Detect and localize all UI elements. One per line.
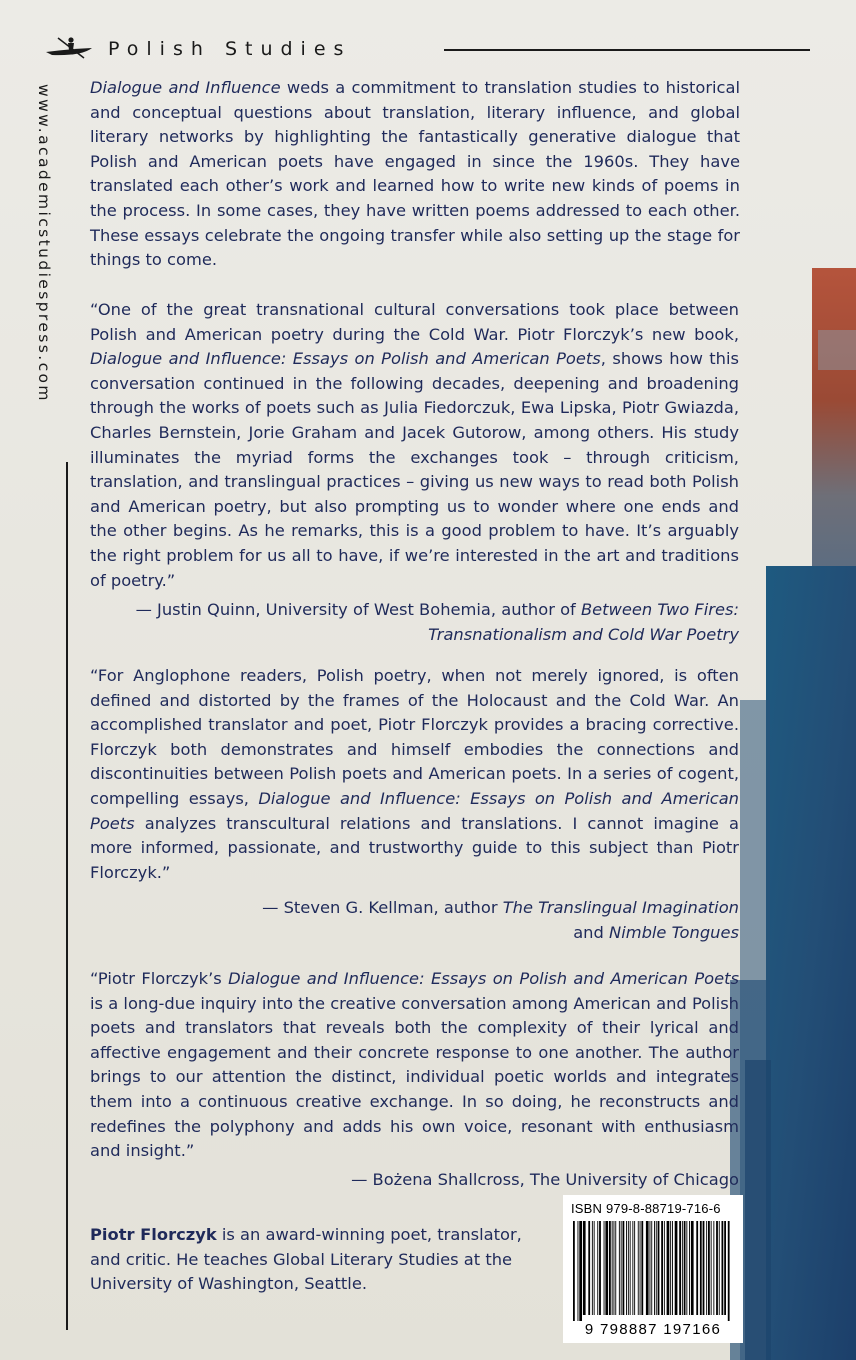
barcode-bar	[724, 1221, 726, 1315]
barcode-bar	[672, 1221, 673, 1315]
barcode-bar	[667, 1221, 670, 1315]
quote-text: “For Anglophone readers, Polish poetry, when not merely ignored, is often defined and distorted by the frames of the Holocaust and the Cold War. An accomplished translator and poet, Piotr Florczyk provides a bracing corrective. Florczyk both demonstrates and himself embodies the connections and discontinuities between Polish poets and American poets. In a series of cogent, compelling essays,	[90, 666, 739, 808]
barcode-bar	[597, 1221, 598, 1315]
barcode-bar	[703, 1221, 705, 1315]
barcode-bar	[661, 1221, 663, 1315]
quote-book-title: Dialogue and Influence: Essays on Polish and American Poets	[90, 349, 601, 369]
series-header	[40, 36, 810, 64]
attribution-text: — Steven G. Kellman, author	[262, 898, 503, 917]
book-title: Dialogue and Influence	[90, 78, 281, 97]
attribution-text: — Justin Quinn, University of West Bohemia, author of	[135, 600, 581, 619]
attribution-book-title: Nimble Tongues	[609, 922, 739, 942]
barcode-bar	[658, 1221, 660, 1315]
review-quote	[90, 967, 739, 1164]
barcode-bar	[696, 1221, 698, 1315]
barcode-bar	[614, 1221, 615, 1315]
header-divider	[444, 49, 810, 51]
attribution-book-title: Between Two Fires: Transnationalism and Cold War Poetry	[428, 600, 739, 644]
book-description	[90, 76, 740, 273]
bio-text: is an award-winning poet, translator, and critic. He teaches Global Literary Studies at the University of Washington, Seattle.	[90, 1225, 522, 1294]
barcode-bar	[682, 1221, 683, 1315]
barcode-bar	[626, 1221, 627, 1315]
isbn-barcode-box	[563, 1195, 743, 1343]
website-url-text: www.academicstudiespress.com	[35, 84, 53, 403]
barcode-bar	[594, 1221, 595, 1315]
barcode-bar	[656, 1221, 657, 1315]
series-title: Polish Studies	[108, 38, 352, 60]
barcode-bar	[670, 1221, 671, 1315]
barcode-bar	[679, 1221, 681, 1315]
barcode-bar	[684, 1221, 686, 1315]
quote-text: analyzes transcultural relations and translations. I cannot imagine a more informed, passionate, and trustworthy guide to this subject than Piotr Florczyk.”	[90, 813, 739, 882]
barcode-bar	[700, 1221, 702, 1315]
quote-text: “Piotr Florczyk’s	[90, 969, 229, 988]
barcode-bar	[728, 1221, 730, 1321]
side-divider	[66, 462, 68, 1330]
barcode-bar	[623, 1221, 625, 1315]
website-url[interactable]	[30, 84, 60, 434]
barcode-bar	[640, 1221, 641, 1315]
barcode-bar	[605, 1221, 608, 1315]
quote-text: , shows how this conversation continued in the following decades, deepening and broadening through the works of poets such as Julia Fiedorczuk, Ewa Lipska, Piotr Gwiazda, Charles Bernstein, Jorie Graham and Jacek Gutorow, among others. His study illuminates the myriad forms the exchanges took – through criticism, translation, and translingual practices – giving us new ways to read both Polish and American poetry, but also prompting us to wonder where one ends and the other begins. As he remarks, this is a good problem to have. It’s arguably the right problem for us all to have, if we’re interested in the art and traditions of poetry.”	[90, 349, 739, 590]
barcode-bar	[578, 1221, 579, 1321]
barcode-bar	[646, 1221, 649, 1315]
barcode-bar	[651, 1221, 652, 1315]
kayak-paddler-icon	[44, 36, 94, 64]
barcode-bar	[573, 1221, 575, 1321]
quote-book-title: Dialogue and Influence: Essays on Polish and American Poets	[228, 969, 739, 988]
review-quote	[90, 298, 739, 593]
barcode-bar	[675, 1221, 678, 1315]
isbn-label: ISBN 979-8-88719-716-6	[571, 1201, 721, 1216]
quote-attribution	[99, 896, 739, 945]
barcode-bar	[592, 1221, 593, 1315]
description-text: weds a commitment to translation studies to historical and conceptual questions about translation, literary influence, and global literary networks by highlighting the fantastically generative dialogue that Polish and American poets have engaged in since the 1960s. They have translated each other’s work and learned how to write new kinds of poems in the process. In some cases, they have written poems addressed to each other. These essays celebrate the ongoing transfer while also setting up the stage for things to come.	[90, 78, 741, 270]
author-name: Piotr Florczyk	[90, 1225, 217, 1244]
attribution-text: — Bożena Shallcross, The University of Chicago	[351, 1170, 739, 1189]
barcode-bar	[621, 1221, 622, 1315]
barcode-bar	[628, 1221, 629, 1315]
barcode-digits: 9 798887 197166	[584, 1321, 722, 1338]
author-bio	[90, 1223, 530, 1297]
barcode-bar	[632, 1221, 633, 1315]
barcode-bar	[706, 1221, 707, 1315]
barcode-bar	[713, 1221, 714, 1315]
barcode-bar	[619, 1221, 620, 1315]
barcode-bar	[722, 1221, 724, 1315]
barcode-bar	[664, 1221, 665, 1315]
barcode-bar	[638, 1221, 639, 1315]
barcode-bar	[711, 1221, 712, 1315]
barcode-bar	[708, 1221, 710, 1315]
barcode-bar	[630, 1221, 631, 1315]
barcode	[569, 1221, 737, 1321]
barcode-bar	[634, 1221, 635, 1315]
quote-text: “One of the great transnational cultural conversations took place between Polish and American poetry during the Cold War. Piotr Florczyk’s new book,	[90, 300, 739, 344]
quote-book-title: Dialogue and Influence: Essays on Polish and American Poets	[90, 788, 739, 833]
barcode-bar	[689, 1221, 690, 1315]
barcode-bar	[686, 1221, 687, 1315]
quote-text: is a long-due inquiry into the creative conversation among American and Polish poets and translators that reveals both the complexity of their lyrical and affective engagement and their concrete response to one another. The author brings to our attention the distinct, individual poetic worlds and integrates them into a continuous creative exchange. In so doing, he reconstructs and redefines the polyphony and adds his own voice, resonant with enthusiasm and insight.”	[90, 993, 739, 1161]
barcode-bar	[599, 1221, 601, 1315]
quote-attribution	[99, 598, 739, 647]
barcode-bar	[654, 1221, 655, 1315]
barcode-bar	[583, 1221, 586, 1315]
barcode-bar	[588, 1221, 590, 1315]
barcode-bar	[604, 1221, 605, 1315]
barcode-bar	[719, 1221, 720, 1315]
barcode-bar	[641, 1221, 643, 1315]
quote-attribution	[99, 1168, 739, 1193]
barcode-bar	[579, 1221, 582, 1321]
attribution-book-title: The Translingual Imagination	[502, 898, 739, 917]
attribution-text: and	[573, 922, 610, 942]
review-quote	[90, 664, 739, 885]
barcode-bar	[609, 1221, 611, 1315]
barcode-bar	[612, 1221, 613, 1315]
barcode-bar	[691, 1221, 694, 1315]
barcode-bar	[650, 1221, 651, 1315]
barcode-bar	[716, 1221, 718, 1315]
barcode-bar	[615, 1221, 616, 1315]
